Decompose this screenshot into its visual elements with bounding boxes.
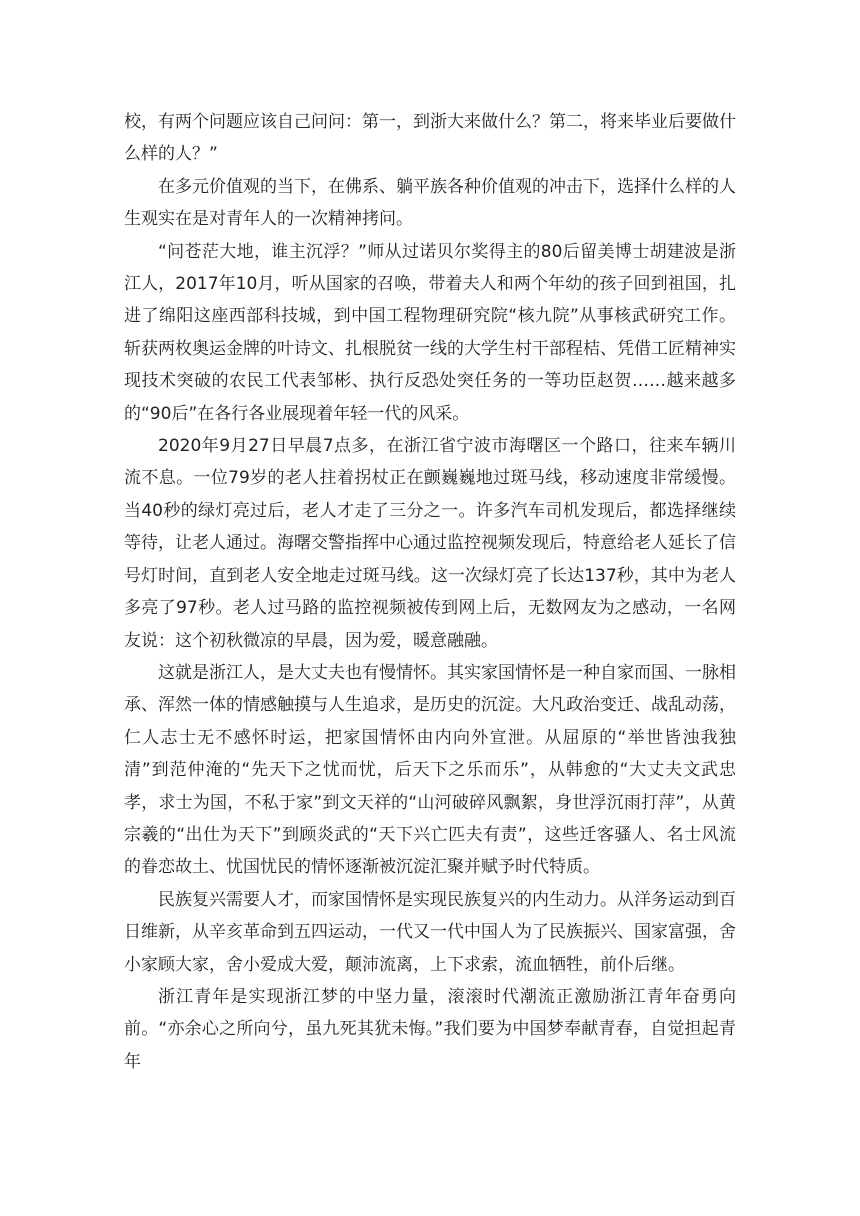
paragraph: 民族复兴需要人才，而家国情怀是实现民族复兴的内生动力。从洋务运动到百日维新，从辛亥革命到五四运动，一代又一代中国人为了民族振兴、国家富强，舍小家顾大家，舍小爱成大爱，颠沛流离，上下求索，流血牺牲，前仆后继。 (124, 889, 736, 975)
document-body (124, 106, 736, 1078)
paragraph: 这就是浙江人，是大丈夫也有慢情怀。其实家国情怀是一种自家而国、一脉相承、浑然一体的情感触摸与人生追求，是历史的沉淀。大凡政治变迁、战乱动荡，仁人志士无不感怀时运，把家国情怀由内向外宣泄。从屈原的“举世皆浊我独清”到范仲淹的“先天下之忧而忧，后天下之乐而乐”，从韩愈的“大丈夫文武忠孝，求士为国，不私于家”到文天祥的“山河破碎风飘絮，身世浮沉雨打萍”，从黄宗羲的“出仕为天下”到顾炎武的“天下兴亡匹夫有责”，这些迁客骚人、名士风流的眷恋故土、忧国忧民的情怀逐渐被沉淀汇聚并赋予时代特质。 (124, 662, 736, 878)
paragraph: 2020年9月27日早晨7点多，在浙江省宁波市海曙区一个路口，往来车辆川流不息。一位79岁的老人拄着拐杖正在颤巍巍地过斑马线，移动速度非常缓慢。当40秒的绿灯亮过后，老人才走了三分之一。许多汽车司机发现后，都选择继续等待，让老人通过。海曙交警指挥中心通过监控视频发现后，特意给老人延长了信号灯时间，直到老人安全地走过斑马线。这一次绿灯亮了长达137秒，其中为老人多亮了97秒。老人过马路的监控视频被传到网上后，无数网友为之感动，一名网友说：这个初秋微凉的早晨，因为爱，暖意融融。 (124, 436, 736, 651)
paragraph: 浙江青年是实现浙江梦的中坚力量，滚滚时代潮流正激励浙江青年奋勇向前。“亦余心之所向兮，虽九死其犹未悔。”我们要为中国梦奉献青春，自觉担起青年 (124, 986, 736, 1072)
paragraph-continuation: 校，有两个问题应该自己问问：第一，到浙大来做什么？第二，将来毕业后要做什么样的人？” (124, 112, 736, 165)
paragraph: “问苍茫大地，谁主沉浮？”师从过诺贝尔奖得主的80后留美博士胡建波是浙江人，2017年10月，听从国家的召唤，带着夫人和两个年幼的孩子回到祖国，扎进了绵阳这座西部科技城，到中国工程物理研究院“核九院”从事核武研究工作。斩获两枚奥运金牌的叶诗文、扎根脱贫一线的大学生村干部程桔、凭借工匠精神实现技术突破的农民工代表邹彬、执行反恐处突任务的一等功臣赵贺……越来越多的“90后”在各行各业展现着年轻一代的风采。 (124, 241, 736, 424)
paragraph: 在多元价值观的当下，在佛系、躺平族各种价值观的冲击下，选择什么样的人生观实在是对青年人的一次精神拷问。 (124, 176, 736, 230)
